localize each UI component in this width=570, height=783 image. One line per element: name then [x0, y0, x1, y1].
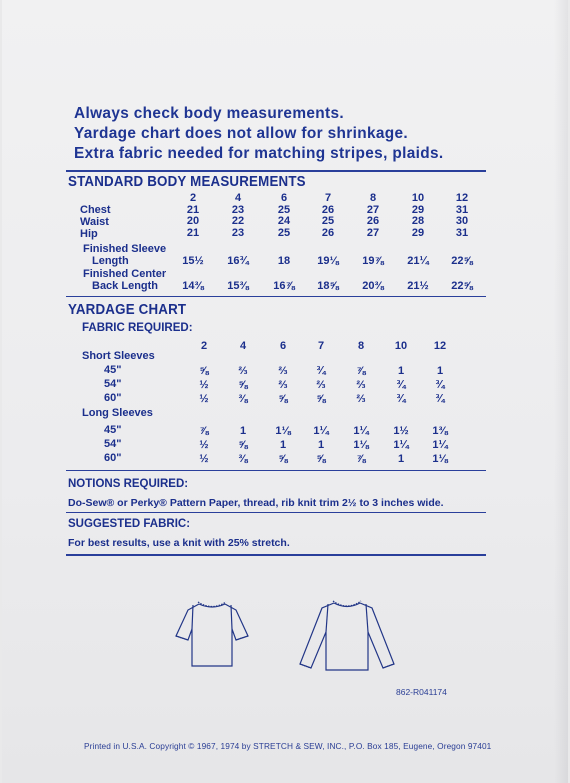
- yardage-cell: ¾: [435, 379, 445, 391]
- yardage-column: [381, 424, 421, 466]
- yardage-cell: ⅜: [238, 453, 248, 465]
- yardage-column: [184, 424, 224, 466]
- sleeve-value: 18: [277, 255, 291, 267]
- yardage-cell: ¾: [435, 393, 445, 405]
- chest-value: 27: [366, 203, 380, 216]
- size-column: [264, 193, 304, 239]
- yardage-cell: 1: [317, 439, 325, 451]
- size-header: 6: [280, 192, 288, 204]
- waist-value: 22: [231, 215, 245, 227]
- yardage-cell: ½: [199, 439, 209, 451]
- yardage-cell: 1½: [393, 425, 409, 437]
- yardage-column: [301, 364, 341, 406]
- long-sleeve-shirt-icon: [292, 598, 402, 676]
- suggested-fabric-heading: SUGGESTED FABRIC:: [68, 518, 191, 530]
- back-length-label-2: Back Length: [92, 280, 159, 292]
- yardage-cell: ⅝: [199, 365, 209, 377]
- yardage-cell: ⅝: [278, 393, 288, 405]
- width-label: 54": [104, 438, 122, 450]
- size-header: 7: [317, 340, 325, 352]
- chest-value: 21: [186, 203, 200, 216]
- width-label: 54": [104, 378, 122, 390]
- yardage-cell: ⅔: [278, 379, 288, 391]
- section-divider: [66, 554, 486, 556]
- size-header: 8: [369, 192, 377, 204]
- yardage-cell: 1⅜: [432, 425, 448, 437]
- sleeve-value: 21¼: [407, 255, 429, 267]
- yardage-cell: ⅝: [238, 379, 248, 391]
- yardage-column: [223, 364, 263, 406]
- short-sleeves-label: Short Sleeves: [82, 350, 155, 362]
- long-sleeves-label: Long Sleeves: [82, 407, 153, 419]
- chest-value: 31: [455, 203, 469, 216]
- yardage-column: [184, 364, 224, 406]
- waist-label: Waist: [80, 216, 109, 228]
- suggested-fabric-text: For best results, use a knit with 25% stretch.: [68, 537, 290, 549]
- yardage-chart-title: YARDAGE CHART: [68, 302, 187, 318]
- fabric-required-label: FABRIC REQUIRED:: [82, 322, 193, 334]
- yardage-cell: ⅔: [238, 365, 248, 377]
- yardage-cell: ⅔: [278, 365, 288, 377]
- waist-value: 28: [411, 215, 425, 227]
- size-header: 2: [189, 192, 197, 204]
- pattern-envelope-back: [2, 0, 568, 783]
- back-length-value: 14⅜: [182, 280, 204, 292]
- size-column: [442, 193, 482, 239]
- yardage-cell: ⅝: [316, 393, 326, 405]
- yardage-cell: 1: [279, 439, 287, 451]
- back-length-value: 16⅞: [273, 280, 295, 292]
- note-line: Always check body measurements.: [74, 105, 345, 122]
- yardage-cell: ¾: [396, 379, 406, 391]
- yardage-cell: 1¼: [393, 439, 409, 451]
- hip-value: 25: [277, 226, 291, 239]
- yardage-column: [420, 424, 460, 466]
- size-header: 4: [239, 340, 247, 352]
- sleeve-label-2: Length: [92, 255, 129, 267]
- width-label: 45": [104, 424, 122, 436]
- body-measurements-title: STANDARD BODY MEASUREMENTS: [68, 174, 306, 190]
- size-column: [173, 193, 213, 239]
- sleeve-label: Finished Sleeve: [83, 243, 167, 255]
- yardage-cell: 1⅛: [275, 425, 291, 437]
- back-length-value: 18⅝: [317, 280, 339, 292]
- yardage-column: [420, 364, 460, 406]
- yardage-column: [263, 364, 303, 406]
- yardage-cell: ⅞: [356, 365, 366, 377]
- section-divider: [66, 470, 486, 471]
- yardage-cell: ¾: [316, 365, 326, 377]
- size-header: 7: [324, 192, 332, 204]
- yardage-cell: ½: [199, 379, 209, 391]
- section-divider: [66, 170, 486, 172]
- back-length-value: 15⅜: [227, 280, 249, 292]
- yardage-cell: 1: [436, 365, 444, 377]
- yardage-cell: ½: [199, 453, 209, 465]
- chest-value: 23: [231, 203, 245, 216]
- width-label: 60": [104, 452, 122, 464]
- back-length-value: 20⅜: [362, 280, 384, 292]
- short-sleeve-shirt-icon: [172, 598, 252, 670]
- yardage-cell: ⅝: [316, 453, 326, 465]
- yardage-cell: 1¼: [432, 439, 448, 451]
- yardage-cell: ⅔: [356, 393, 366, 405]
- yardage-cell: ⅜: [238, 393, 248, 405]
- size-column: [353, 193, 393, 239]
- sleeve-value: 16¾: [227, 255, 249, 267]
- yardage-cell: ⅔: [316, 379, 326, 391]
- section-divider: [66, 296, 486, 297]
- size-column: [398, 193, 438, 239]
- waist-value: 24: [277, 215, 291, 227]
- back-length-value: 21½: [407, 280, 429, 292]
- notions-heading: NOTIONS REQUIRED:: [68, 478, 189, 490]
- yardage-cell: 1⅛: [432, 453, 448, 465]
- hip-value: 31: [455, 226, 469, 239]
- yardage-cell: ¾: [396, 393, 406, 405]
- section-divider: [66, 512, 486, 513]
- size-header: 2: [200, 340, 208, 352]
- size-header: 12: [433, 340, 447, 352]
- hip-value: 27: [366, 226, 380, 239]
- hip-label: Hip: [80, 228, 98, 240]
- sleeve-value: 15½: [182, 255, 204, 267]
- yardage-cell: 1⅛: [353, 439, 369, 451]
- page-edge-shadow: [554, 0, 568, 783]
- chest-label: Chest: [80, 204, 111, 216]
- yardage-column: [263, 424, 303, 466]
- yardage-cell: ⅔: [356, 379, 366, 391]
- yardage-column: [381, 364, 421, 406]
- yardage-column: [341, 364, 381, 406]
- sleeve-value: 22⅝: [451, 255, 473, 267]
- yardage-column: [301, 424, 341, 466]
- chest-value: 29: [411, 203, 425, 216]
- yardage-cell: 1: [397, 365, 405, 377]
- waist-value: 25: [321, 215, 335, 227]
- measurement-notes: [74, 104, 444, 164]
- yardage-cell: 1¼: [313, 425, 329, 437]
- note-line: Extra fabric needed for matching stripes, plaids.: [74, 145, 444, 162]
- size-header: 12: [455, 192, 469, 204]
- yardage-cell: ⅝: [238, 439, 248, 451]
- yardage-cell: 1: [239, 425, 247, 437]
- yardage-cell: ⅞: [356, 453, 366, 465]
- size-header: 8: [357, 340, 365, 352]
- yardage-cell: 1: [397, 453, 405, 465]
- notions-text: Do-Sew® or Perky® Pattern Paper, thread, rib knit trim 2½ to 3 inches wide.: [68, 497, 444, 509]
- sleeve-value: 19⅞: [362, 255, 384, 267]
- size-column: [308, 193, 348, 239]
- hip-value: 29: [411, 226, 425, 239]
- size-column: [218, 193, 258, 239]
- size-header: 6: [279, 340, 287, 352]
- width-label: 60": [104, 392, 122, 404]
- waist-value: 20: [186, 215, 200, 227]
- waist-value: 26: [366, 215, 380, 227]
- yardage-cell: 1¼: [353, 425, 369, 437]
- hip-value: 26: [321, 226, 335, 239]
- chest-value: 26: [321, 203, 335, 216]
- note-line: Yardage chart does not allow for shrinkage.: [74, 125, 409, 142]
- waist-value: 30: [455, 215, 469, 227]
- yardage-column: [341, 424, 381, 466]
- yardage-column: [223, 424, 263, 466]
- size-header: 4: [234, 192, 242, 204]
- back-length-label: Finished Center: [83, 268, 167, 280]
- yardage-cell: ½: [199, 393, 209, 405]
- hip-value: 23: [231, 226, 245, 239]
- size-header: 10: [394, 340, 408, 352]
- back-length-value: 22⅝: [451, 280, 473, 292]
- copyright-footer: Printed in U.S.A. Copyright © 1967, 1974 by STRETCH & SEW, INC., P.O. Box 185, Eugene, Oregon 97401: [84, 741, 492, 751]
- yardage-cell: ⅞: [199, 425, 209, 437]
- pattern-code: 862-R041174: [396, 687, 447, 697]
- hip-value: 21: [186, 226, 200, 239]
- yardage-cell: ⅝: [278, 453, 288, 465]
- sleeve-value: 19⅛: [317, 255, 339, 267]
- chest-value: 25: [277, 203, 291, 216]
- size-header: 10: [411, 192, 425, 204]
- width-label: 45": [104, 364, 122, 376]
